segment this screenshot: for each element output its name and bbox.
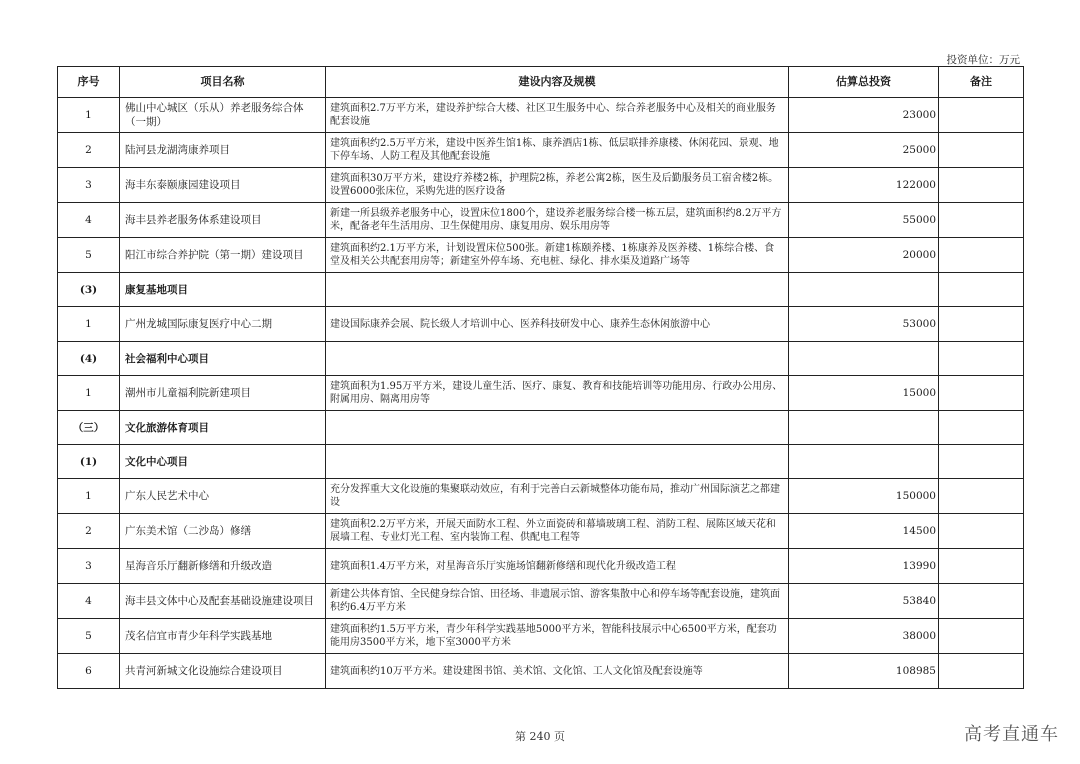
project-table xyxy=(57,66,1024,689)
row-no: 5 xyxy=(58,619,120,654)
row-no: 1 xyxy=(58,479,120,514)
row-name: 广州龙城国际康复医疗中心二期 xyxy=(120,307,326,342)
row-desc: 建筑面积30万平方米，建设疗养楼2栋，护理院2栋，养老公寓2栋，医生及后勤服务员工宿舍楼2栋。设置6000张床位，采购先进的医疗设备 xyxy=(326,168,789,203)
row-no: 1 xyxy=(58,376,120,411)
table-row xyxy=(58,619,1024,654)
table-row xyxy=(58,549,1024,584)
row-no: 6 xyxy=(58,654,120,689)
row-investment: 14500 xyxy=(789,514,939,549)
row-no: 2 xyxy=(58,133,120,168)
header-name: 项目名称 xyxy=(120,67,326,98)
row-name: 阳江市综合养护院（第一期）建设项目 xyxy=(120,238,326,273)
row-investment: 25000 xyxy=(789,133,939,168)
table-header-row xyxy=(58,67,1024,98)
row-name: 社会福利中心项目 xyxy=(120,342,326,376)
row-note xyxy=(939,133,1024,168)
table-row xyxy=(58,479,1024,514)
row-investment: 108985 xyxy=(789,654,939,689)
section-header-row xyxy=(58,445,1024,479)
row-no: 2 xyxy=(58,514,120,549)
table-row xyxy=(58,654,1024,689)
row-name: 海丰县养老服务体系建设项目 xyxy=(120,203,326,238)
row-name: 广东人民艺术中心 xyxy=(120,479,326,514)
row-name: 茂名信宜市青少年科学实践基地 xyxy=(120,619,326,654)
row-no: 5 xyxy=(58,238,120,273)
row-name: 广东美术馆（二沙岛）修缮 xyxy=(120,514,326,549)
row-note xyxy=(939,342,1024,376)
section-header-row xyxy=(58,342,1024,376)
row-no: 3 xyxy=(58,168,120,203)
row-no: 4 xyxy=(58,203,120,238)
row-desc: 建筑面积2.7万平方米，建设养护综合大楼、社区卫生服务中心、综合养老服务中心及相关的商业服务配套设施 xyxy=(326,98,789,133)
row-investment: 23000 xyxy=(789,98,939,133)
row-investment: 20000 xyxy=(789,238,939,273)
page-number: 第 240 页 xyxy=(515,730,565,743)
header-investment: 估算总投资 xyxy=(789,67,939,98)
table-row xyxy=(58,584,1024,619)
watermark: 高考直通车 xyxy=(964,724,1059,745)
row-investment: 53840 xyxy=(789,584,939,619)
row-name: 佛山中心城区（乐从）养老服务综合体（一期） xyxy=(120,98,326,133)
row-note xyxy=(939,376,1024,411)
row-no: 1 xyxy=(58,307,120,342)
row-note xyxy=(939,479,1024,514)
row-desc: 建筑面积约1.5万平方米，青少年科学实践基地5000平方米，智能科技展示中心6500平方米，配套功能用房3500平方米，地下室3000平方米 xyxy=(326,619,789,654)
row-investment xyxy=(789,445,939,479)
row-note xyxy=(939,168,1024,203)
row-investment: 13990 xyxy=(789,549,939,584)
row-investment: 15000 xyxy=(789,376,939,411)
row-note xyxy=(939,98,1024,133)
row-desc: 建设国际康养会展、院长级人才培训中心、医养科技研发中心、康养生态休闲旅游中心 xyxy=(326,307,789,342)
row-desc xyxy=(326,445,789,479)
row-note xyxy=(939,238,1024,273)
section-header-row xyxy=(58,273,1024,307)
row-desc: 建筑面积为1.95万平方米，建设儿童生活、医疗、康复、教育和技能培训等功能用房、行政办公用房、附属用房、隔离用房等 xyxy=(326,376,789,411)
row-no: 1 xyxy=(58,98,120,133)
row-name: 文化中心项目 xyxy=(120,445,326,479)
header-desc: 建设内容及规模 xyxy=(326,67,789,98)
row-name: 文化旅游体育项目 xyxy=(120,411,326,445)
row-no: （三） xyxy=(58,411,120,445)
table-row xyxy=(58,168,1024,203)
row-investment: 122000 xyxy=(789,168,939,203)
row-note xyxy=(939,411,1024,445)
table-row xyxy=(58,98,1024,133)
row-no: 3 xyxy=(58,549,120,584)
row-no: 4 xyxy=(58,584,120,619)
row-note xyxy=(939,549,1024,584)
row-desc: 建筑面积约2.1万平方米，计划设置床位500张。新建1栋颐养楼、1栋康养及医养楼、1栋综合楼、食堂及相关公共配套用房等；新建室外停车场、充电桩、绿化、排水渠及道路广场等 xyxy=(326,238,789,273)
row-name: 海丰东泰颐康园建设项目 xyxy=(120,168,326,203)
table-body xyxy=(58,98,1024,689)
row-note xyxy=(939,584,1024,619)
investment-unit-label: 投资单位：万元 xyxy=(946,54,1020,66)
row-note xyxy=(939,445,1024,479)
row-no: (4) xyxy=(58,342,120,376)
row-name: 康复基地项目 xyxy=(120,273,326,307)
row-desc xyxy=(326,273,789,307)
row-desc: 建筑面积1.4万平方米，对星海音乐厅实施场馆翻新修缮和现代化升级改造工程 xyxy=(326,549,789,584)
row-desc xyxy=(326,411,789,445)
table-row xyxy=(58,376,1024,411)
row-investment: 150000 xyxy=(789,479,939,514)
row-desc: 建筑面积约10万平方米。建设建图书馆、美术馆、文化馆、工人文化馆及配套设施等 xyxy=(326,654,789,689)
table-row xyxy=(58,133,1024,168)
row-desc: 充分发挥重大文化设施的集聚联动效应，有利于完善白云新城整体功能布局，推动广州国际演艺之都建设 xyxy=(326,479,789,514)
row-investment: 38000 xyxy=(789,619,939,654)
table-row xyxy=(58,238,1024,273)
row-desc: 新建公共体育馆、全民健身综合馆、田径场、非遗展示馆、游客集散中心和停车场等配套设施，建筑面积约6.4万平方米 xyxy=(326,584,789,619)
row-desc: 建筑面积约2.5万平方米，建设中医养生馆1栋、康养酒店1栋、低层联排养康楼、休闲花园、景观、地下停车场、人防工程及其他配套设施 xyxy=(326,133,789,168)
row-note xyxy=(939,619,1024,654)
row-name: 潮州市儿童福利院新建项目 xyxy=(120,376,326,411)
header-note: 备注 xyxy=(939,67,1024,98)
row-desc: 新建一所县级养老服务中心，设置床位1800个，建设养老服务综合楼一栋五层，建筑面积约8.2万平方米，配备老年生活用房、卫生保健用房、康复用房、娱乐用房等 xyxy=(326,203,789,238)
row-name: 星海音乐厅翻新修缮和升级改造 xyxy=(120,549,326,584)
row-no: (1) xyxy=(58,445,120,479)
row-note xyxy=(939,273,1024,307)
row-name: 共青河新城文化设施综合建设项目 xyxy=(120,654,326,689)
row-investment: 55000 xyxy=(789,203,939,238)
row-note xyxy=(939,203,1024,238)
row-desc xyxy=(326,342,789,376)
row-investment: 53000 xyxy=(789,307,939,342)
row-name: 陆河县龙湖湾康养项目 xyxy=(120,133,326,168)
row-name: 海丰县文体中心及配套基础设施建设项目 xyxy=(120,584,326,619)
row-note xyxy=(939,514,1024,549)
table-row xyxy=(58,203,1024,238)
row-note xyxy=(939,307,1024,342)
section-header-row xyxy=(58,411,1024,445)
row-desc: 建筑面积2.2万平方米，开展天面防水工程、外立面瓷砖和幕墙玻璃工程、消防工程、展陈区域天花和展墙工程、专业灯光工程、室内装饰工程、供配电工程等 xyxy=(326,514,789,549)
row-note xyxy=(939,654,1024,689)
table-row xyxy=(58,514,1024,549)
row-investment xyxy=(789,342,939,376)
table-row xyxy=(58,307,1024,342)
row-investment xyxy=(789,411,939,445)
row-investment xyxy=(789,273,939,307)
row-no: (3) xyxy=(58,273,120,307)
header-no: 序号 xyxy=(58,67,120,98)
